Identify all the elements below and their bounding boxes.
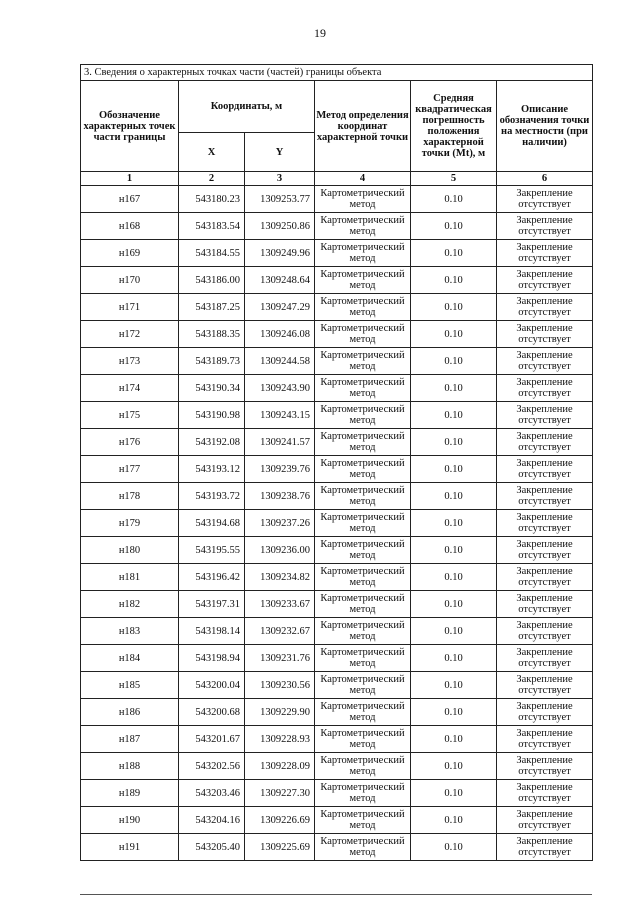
coord-y: 1309247.29 bbox=[245, 294, 315, 321]
coord-y: 1309232.67 bbox=[245, 618, 315, 645]
description-cell: Закрепление отсутствует bbox=[497, 780, 593, 807]
point-id: н189 bbox=[81, 780, 179, 807]
header-description: Описание обозначения точки на местности (при наличии) bbox=[497, 81, 593, 172]
point-id: н185 bbox=[81, 672, 179, 699]
table-row bbox=[81, 537, 593, 564]
coord-y: 1309236.00 bbox=[245, 537, 315, 564]
column-index-row bbox=[81, 172, 593, 186]
table-row bbox=[81, 834, 593, 861]
coord-x: 543203.46 bbox=[179, 780, 245, 807]
method-cell: Картометрический метод bbox=[315, 375, 411, 402]
coord-y: 1309243.90 bbox=[245, 375, 315, 402]
accuracy-cell: 0.10 bbox=[411, 456, 497, 483]
description-cell: Закрепление отсутствует bbox=[497, 294, 593, 321]
description-cell: Закрепление отсутствует bbox=[497, 321, 593, 348]
accuracy-cell: 0.10 bbox=[411, 348, 497, 375]
description-cell: Закрепление отсутствует bbox=[497, 726, 593, 753]
description-cell: Закрепление отсутствует bbox=[497, 456, 593, 483]
table-row bbox=[81, 483, 593, 510]
table-row bbox=[81, 645, 593, 672]
coord-x: 543204.16 bbox=[179, 807, 245, 834]
point-id: н190 bbox=[81, 807, 179, 834]
method-cell: Картометрический метод bbox=[315, 483, 411, 510]
accuracy-cell: 0.10 bbox=[411, 321, 497, 348]
point-id: н179 bbox=[81, 510, 179, 537]
coord-x: 543200.68 bbox=[179, 699, 245, 726]
description-cell: Закрепление отсутствует bbox=[497, 375, 593, 402]
coord-x: 543193.12 bbox=[179, 456, 245, 483]
description-cell: Закрепление отсутствует bbox=[497, 753, 593, 780]
accuracy-cell: 0.10 bbox=[411, 429, 497, 456]
column-index: 2 bbox=[179, 172, 245, 186]
point-id: н178 bbox=[81, 483, 179, 510]
method-cell: Картометрический метод bbox=[315, 726, 411, 753]
coord-y: 1309239.76 bbox=[245, 456, 315, 483]
coord-x: 543198.14 bbox=[179, 618, 245, 645]
point-id: н171 bbox=[81, 294, 179, 321]
description-cell: Закрепление отсутствует bbox=[497, 564, 593, 591]
table-row bbox=[81, 753, 593, 780]
point-id: н187 bbox=[81, 726, 179, 753]
point-id: н167 bbox=[81, 186, 179, 213]
header-coordinates: Координаты, м bbox=[179, 81, 315, 133]
method-cell: Картометрический метод bbox=[315, 240, 411, 267]
coord-x: 543201.67 bbox=[179, 726, 245, 753]
point-id: н180 bbox=[81, 537, 179, 564]
accuracy-cell: 0.10 bbox=[411, 240, 497, 267]
table-body bbox=[81, 186, 593, 861]
accuracy-cell: 0.10 bbox=[411, 807, 497, 834]
coord-y: 1309234.82 bbox=[245, 564, 315, 591]
point-id: н175 bbox=[81, 402, 179, 429]
table-row bbox=[81, 429, 593, 456]
coord-x: 543202.56 bbox=[179, 753, 245, 780]
coord-x: 543184.55 bbox=[179, 240, 245, 267]
point-id: н174 bbox=[81, 375, 179, 402]
description-cell: Закрепление отсутствует bbox=[497, 483, 593, 510]
accuracy-cell: 0.10 bbox=[411, 483, 497, 510]
description-cell: Закрепление отсутствует bbox=[497, 348, 593, 375]
coord-y: 1309241.57 bbox=[245, 429, 315, 456]
method-cell: Картометрический метод bbox=[315, 429, 411, 456]
point-id: н184 bbox=[81, 645, 179, 672]
coord-x: 543205.40 bbox=[179, 834, 245, 861]
coord-x: 543192.08 bbox=[179, 429, 245, 456]
method-cell: Картометрический метод bbox=[315, 213, 411, 240]
accuracy-cell: 0.10 bbox=[411, 537, 497, 564]
point-id: н170 bbox=[81, 267, 179, 294]
coord-x: 543189.73 bbox=[179, 348, 245, 375]
coord-x: 543188.35 bbox=[179, 321, 245, 348]
method-cell: Картометрический метод bbox=[315, 402, 411, 429]
coord-x: 543193.72 bbox=[179, 483, 245, 510]
coord-y: 1309230.56 bbox=[245, 672, 315, 699]
header-x: X bbox=[179, 133, 245, 172]
point-id: н169 bbox=[81, 240, 179, 267]
table-row bbox=[81, 186, 593, 213]
description-cell: Закрепление отсутствует bbox=[497, 672, 593, 699]
coord-x: 543180.23 bbox=[179, 186, 245, 213]
coord-y: 1309231.76 bbox=[245, 645, 315, 672]
table-row bbox=[81, 807, 593, 834]
accuracy-cell: 0.10 bbox=[411, 645, 497, 672]
method-cell: Картометрический метод bbox=[315, 321, 411, 348]
coord-x: 543186.00 bbox=[179, 267, 245, 294]
point-id: н191 bbox=[81, 834, 179, 861]
method-cell: Картометрический метод bbox=[315, 807, 411, 834]
point-id: н183 bbox=[81, 618, 179, 645]
description-cell: Закрепление отсутствует bbox=[497, 267, 593, 294]
table-row bbox=[81, 375, 593, 402]
description-cell: Закрепление отсутствует bbox=[497, 591, 593, 618]
method-cell: Картометрический метод bbox=[315, 780, 411, 807]
column-index: 3 bbox=[245, 172, 315, 186]
table-row bbox=[81, 213, 593, 240]
accuracy-cell: 0.10 bbox=[411, 564, 497, 591]
coord-x: 543190.34 bbox=[179, 375, 245, 402]
coord-x: 543197.31 bbox=[179, 591, 245, 618]
method-cell: Картометрический метод bbox=[315, 267, 411, 294]
description-cell: Закрепление отсутствует bbox=[497, 618, 593, 645]
column-index: 6 bbox=[497, 172, 593, 186]
coord-y: 1309228.09 bbox=[245, 753, 315, 780]
boundary-points-table bbox=[80, 64, 593, 861]
point-id: н173 bbox=[81, 348, 179, 375]
method-cell: Картометрический метод bbox=[315, 618, 411, 645]
point-id: н188 bbox=[81, 753, 179, 780]
method-cell: Картометрический метод bbox=[315, 753, 411, 780]
point-id: н186 bbox=[81, 699, 179, 726]
coord-y: 1309229.90 bbox=[245, 699, 315, 726]
coord-y: 1309244.58 bbox=[245, 348, 315, 375]
description-cell: Закрепление отсутствует bbox=[497, 699, 593, 726]
method-cell: Картометрический метод bbox=[315, 294, 411, 321]
method-cell: Картометрический метод bbox=[315, 186, 411, 213]
table-row bbox=[81, 321, 593, 348]
point-id: н181 bbox=[81, 564, 179, 591]
coord-y: 1309237.26 bbox=[245, 510, 315, 537]
table-row bbox=[81, 294, 593, 321]
accuracy-cell: 0.10 bbox=[411, 726, 497, 753]
coord-y: 1309250.86 bbox=[245, 213, 315, 240]
table-row bbox=[81, 672, 593, 699]
description-cell: Закрепление отсутствует bbox=[497, 186, 593, 213]
table-row bbox=[81, 726, 593, 753]
column-index: 5 bbox=[411, 172, 497, 186]
column-index: 1 bbox=[81, 172, 179, 186]
accuracy-cell: 0.10 bbox=[411, 618, 497, 645]
table-row bbox=[81, 564, 593, 591]
table-row bbox=[81, 402, 593, 429]
accuracy-cell: 0.10 bbox=[411, 591, 497, 618]
coord-y: 1309243.15 bbox=[245, 402, 315, 429]
description-cell: Закрепление отсутствует bbox=[497, 537, 593, 564]
method-cell: Картометрический метод bbox=[315, 510, 411, 537]
method-cell: Картометрический метод bbox=[315, 537, 411, 564]
table-row bbox=[81, 618, 593, 645]
description-cell: Закрепление отсутствует bbox=[497, 645, 593, 672]
coord-y: 1309228.93 bbox=[245, 726, 315, 753]
header-method: Метод определения координат характерной точки bbox=[315, 81, 411, 172]
accuracy-cell: 0.10 bbox=[411, 699, 497, 726]
method-cell: Картометрический метод bbox=[315, 564, 411, 591]
method-cell: Картометрический метод bbox=[315, 834, 411, 861]
coord-x: 543194.68 bbox=[179, 510, 245, 537]
column-index: 4 bbox=[315, 172, 411, 186]
accuracy-cell: 0.10 bbox=[411, 186, 497, 213]
table-row bbox=[81, 780, 593, 807]
description-cell: Закрепление отсутствует bbox=[497, 402, 593, 429]
coord-y: 1309226.69 bbox=[245, 807, 315, 834]
description-cell: Закрепление отсутствует bbox=[497, 240, 593, 267]
coord-x: 543200.04 bbox=[179, 672, 245, 699]
coord-x: 543195.55 bbox=[179, 537, 245, 564]
description-cell: Закрепление отсутствует bbox=[497, 834, 593, 861]
description-cell: Закрепление отсутствует bbox=[497, 510, 593, 537]
coord-y: 1309227.30 bbox=[245, 780, 315, 807]
coord-x: 543187.25 bbox=[179, 294, 245, 321]
table-row bbox=[81, 510, 593, 537]
accuracy-cell: 0.10 bbox=[411, 672, 497, 699]
description-cell: Закрепление отсутствует bbox=[497, 807, 593, 834]
footer-divider bbox=[80, 894, 592, 895]
point-id: н177 bbox=[81, 456, 179, 483]
description-cell: Закрепление отсутствует bbox=[497, 429, 593, 456]
table-row bbox=[81, 591, 593, 618]
coord-y: 1309225.69 bbox=[245, 834, 315, 861]
accuracy-cell: 0.10 bbox=[411, 510, 497, 537]
accuracy-cell: 0.10 bbox=[411, 753, 497, 780]
coord-y: 1309238.76 bbox=[245, 483, 315, 510]
method-cell: Картометрический метод bbox=[315, 591, 411, 618]
coord-y: 1309233.67 bbox=[245, 591, 315, 618]
accuracy-cell: 0.10 bbox=[411, 402, 497, 429]
point-id: н168 bbox=[81, 213, 179, 240]
method-cell: Картометрический метод bbox=[315, 456, 411, 483]
coord-x: 543198.94 bbox=[179, 645, 245, 672]
coord-y: 1309246.08 bbox=[245, 321, 315, 348]
accuracy-cell: 0.10 bbox=[411, 294, 497, 321]
table-row bbox=[81, 267, 593, 294]
point-id: н172 bbox=[81, 321, 179, 348]
coord-y: 1309249.96 bbox=[245, 240, 315, 267]
accuracy-cell: 0.10 bbox=[411, 375, 497, 402]
coord-x: 543183.54 bbox=[179, 213, 245, 240]
point-id: н176 bbox=[81, 429, 179, 456]
accuracy-cell: 0.10 bbox=[411, 834, 497, 861]
accuracy-cell: 0.10 bbox=[411, 213, 497, 240]
table-row bbox=[81, 348, 593, 375]
table-row bbox=[81, 699, 593, 726]
table-row bbox=[81, 240, 593, 267]
method-cell: Картометрический метод bbox=[315, 699, 411, 726]
accuracy-cell: 0.10 bbox=[411, 267, 497, 294]
page-number: 19 bbox=[314, 26, 326, 40]
method-cell: Картометрический метод bbox=[315, 645, 411, 672]
method-cell: Картометрический метод bbox=[315, 348, 411, 375]
section-title: 3. Сведения о характерных точках части (частей) границы объекта bbox=[81, 65, 593, 81]
accuracy-cell: 0.10 bbox=[411, 780, 497, 807]
description-cell: Закрепление отсутствует bbox=[497, 213, 593, 240]
header-point-designation: Обозначение характерных точек части границы bbox=[81, 81, 179, 172]
method-cell: Картометрический метод bbox=[315, 672, 411, 699]
header-y: Y bbox=[245, 133, 315, 172]
coord-x: 543196.42 bbox=[179, 564, 245, 591]
header-accuracy: Средняя квадратическая погрешность положения характерной точки (Mt), м bbox=[411, 81, 497, 172]
table-row bbox=[81, 456, 593, 483]
point-id: н182 bbox=[81, 591, 179, 618]
coord-y: 1309248.64 bbox=[245, 267, 315, 294]
coord-y: 1309253.77 bbox=[245, 186, 315, 213]
coord-x: 543190.98 bbox=[179, 402, 245, 429]
